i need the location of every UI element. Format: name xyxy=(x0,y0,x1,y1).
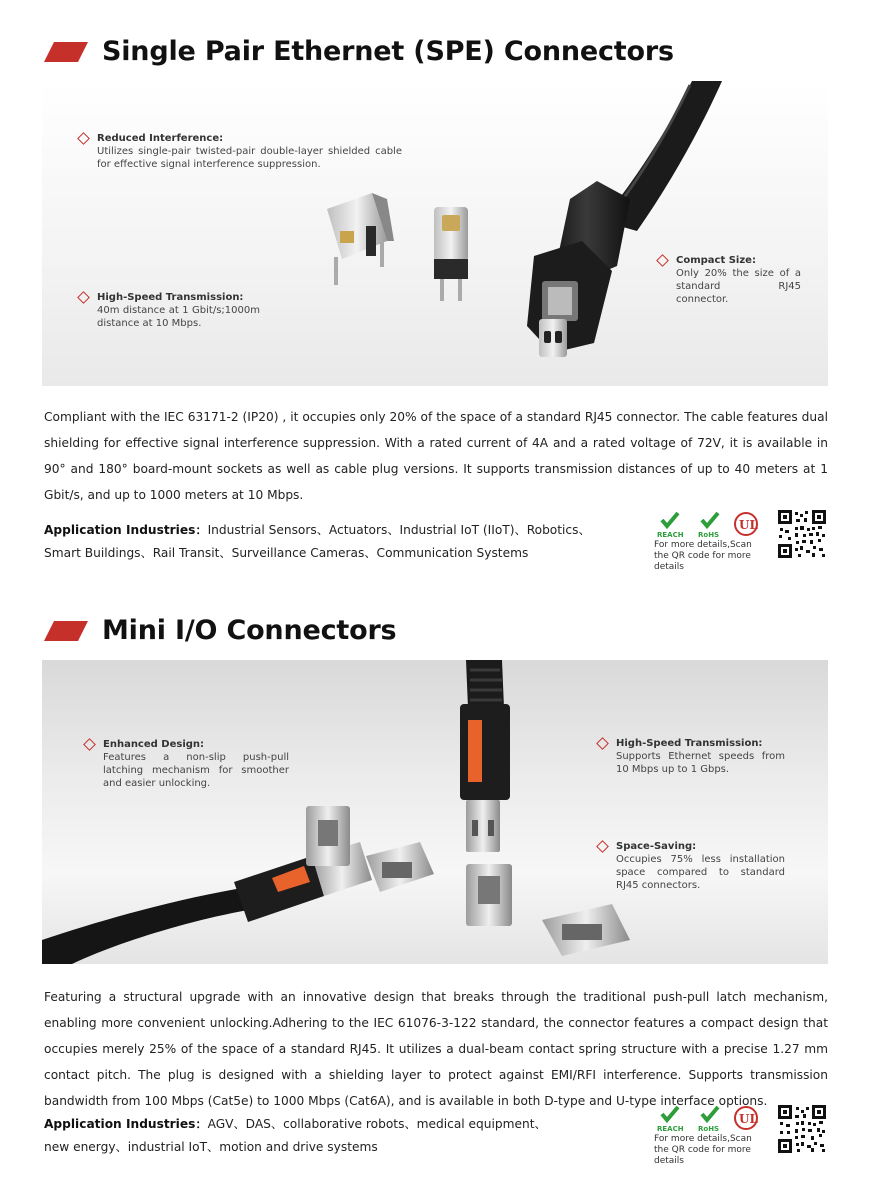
qr-caption: For more details,Scan the QR code for more details xyxy=(654,1134,752,1166)
mini-feature-space-saving: Space-Saving: Occupies 75% less installation space compared to standard RJ45 connectors. xyxy=(616,840,785,892)
mini-feature-enhanced-design: Enhanced Design: Features a non-slip push-pull latching mechanism for smoother and easier unlocking. xyxy=(103,738,289,790)
cert-logos xyxy=(654,510,764,540)
spe-connectors-illustration xyxy=(42,81,828,386)
qr-code-icon[interactable] xyxy=(778,1105,826,1153)
spe-feature-reduced-interference: Reduced Interference: Utilizes single-pair twisted-pair double-layer shielded cable for effective signal interference suppression. xyxy=(97,132,402,171)
spe-feature-compact-size: Compact Size: Only 20% the size of a standard RJ45 connector. xyxy=(676,254,801,306)
spe-feature-high-speed: High-Speed Transmission: 40m distance at 1 Gbit/s;1000m distance at 10 Mbps. xyxy=(97,291,260,330)
spe-product-image xyxy=(42,81,828,386)
ul-icon: UL xyxy=(739,518,758,532)
spe-certifications xyxy=(654,510,774,570)
spe-section-title xyxy=(44,36,674,67)
mini-title: Mini I/O Connectors xyxy=(102,615,397,646)
spe-title: Single Pair Ethernet (SPE) Connectors xyxy=(102,36,674,67)
ul-icon: UL xyxy=(739,1112,758,1126)
rohs-icon: RoHS xyxy=(698,1125,720,1133)
spe-application-industries: Application Industries：Industrial Sensors、Actuators、Industrial IoT (IIoT)、Robotics、 Smart Buildings、Rail Transit、Surveillance Cameras、Communication Systems xyxy=(44,523,591,560)
title-accent-icon xyxy=(44,621,88,641)
reach-icon: REACH xyxy=(657,531,684,539)
mini-description: Featuring a structural upgrade with an innovative design that breaks through the traditional push-pull latch mechanism, enabling more convenient unlocking.Adhering to the IEC 61076-3-122 standard, the connector features a compact design that occupies merely 25% of the space of a standard RJ45. It utilizes a dual-beam contact spring structure with a precise 1.27 mm contact pitch. The plug is designed with a shielding layer to protect against EMI/RFI interference. Supports transmission bandwidth from 100 Mbps (Cat5e) to 1000 Mbps (Cat6A), and is available in both D-type and U-type interface options. xyxy=(44,990,828,1108)
spe-description: Compliant with the IEC 63171-2 (IP20) , it occupies only 20% of the space of a standard RJ45 connector. The cable features dual shielding for effective signal interference suppression. With a rated current of 4A and a rated voltage of 72V, it is available in 90° and 180° board-mount sockets as well as cable plug versions. It supports transmission distances of up to 40 meters at 1 Gbit/s, and up to 1000 meters at 10 Mbps. xyxy=(44,410,828,502)
mini-section-title xyxy=(44,615,396,646)
mini-certifications xyxy=(654,1104,774,1164)
mini-product-image xyxy=(42,660,828,964)
title-accent-icon xyxy=(44,42,88,62)
rohs-icon: RoHS xyxy=(698,531,720,539)
mini-application-industries: Application Industries：AGV、DAS、collaborative robots、medical equipment、 new energy、industrial IoT、motion and drive systems xyxy=(44,1117,547,1154)
mini-io-connectors-illustration xyxy=(42,660,828,964)
mini-feature-high-speed: High-Speed Transmission: Supports Ethernet speeds from 10 Mbps up to 1 Gbps. xyxy=(616,737,785,776)
qr-code-icon[interactable] xyxy=(778,510,826,558)
qr-caption: For more details,Scan the QR code for more details xyxy=(654,540,752,572)
cert-logos xyxy=(654,1104,764,1134)
reach-icon: REACH xyxy=(657,1125,684,1133)
